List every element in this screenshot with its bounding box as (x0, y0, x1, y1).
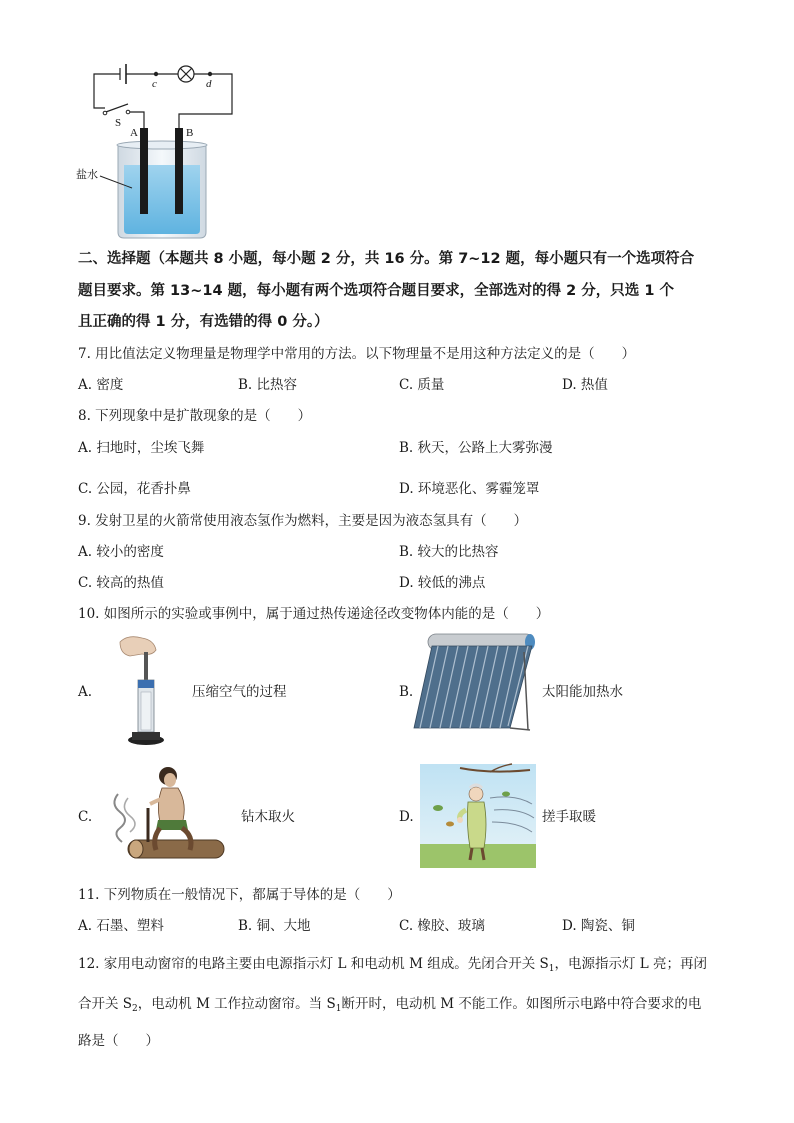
solar-water-heater-image (414, 632, 538, 732)
q10-option-a-letter: A. (78, 684, 93, 700)
q10-option-c-letter: C. (78, 809, 93, 825)
q12-stem-line-3: 路是（ ） (78, 1033, 159, 1049)
q9-option-a: A. 较小的密度 (78, 544, 164, 560)
rubbing-hands-warmth-image (420, 764, 536, 868)
q7-option-c: C. 质量 (399, 377, 445, 393)
q12-stem-line-1 (78, 956, 707, 975)
drilling-wood-fire-image (108, 764, 228, 864)
label-electrode-a: A (130, 127, 138, 139)
q12-stem-line-2 (78, 996, 701, 1015)
q9-option-b: B. 较大的比热容 (399, 544, 499, 560)
label-d: d (206, 78, 212, 90)
q8-option-d: D. 环境恶化、雾霾笼罩 (399, 481, 540, 497)
q7-option-b: B. 比热容 (238, 377, 298, 393)
q11-option-a: A. 石墨、塑料 (78, 918, 164, 934)
q9-option-d: D. 较低的沸点 (399, 575, 486, 591)
q12-line2-part-c: 断开时，电动机 M 不能工作。如图所示电路中符合要求的电 (341, 996, 702, 1012)
q10-option-b-caption: 太阳能加热水 (542, 684, 623, 700)
q10-option-c-caption: 钻木取火 (241, 809, 295, 825)
q12-line1-part-a: 12. 家用电动窗帘的电路主要由电源指示灯 L 和电动机 M 组成。先闭合开关 S (78, 956, 549, 972)
q9-stem: 9. 发射卫星的火箭常使用液态氢作为燃料，主要是因为液态氢具有（ ） (78, 513, 528, 529)
q12-line2-part-b: ，电动机 M 工作拉动窗帘。当 S (137, 996, 336, 1012)
q7-stem: 7. 用比值法定义物理量是物理学中常用的方法。以下物理量不是用这种方法定义的是（ ） (78, 346, 636, 362)
q12-line1-sub: 1 (548, 964, 555, 974)
q7-option-a: A. 密度 (78, 377, 124, 393)
q10-option-d-caption: 搓手取暖 (542, 809, 596, 825)
label-c: c (152, 78, 157, 90)
q11-option-d: D. 陶瓷、铜 (562, 918, 635, 934)
section-heading-line-2: 题目要求。第 13~14 题，每小题有两个选项符合题目要求，全部选对的得 2 分，只选 1 个 (78, 283, 674, 299)
label-brine: 盐水 (76, 168, 98, 181)
label-electrode-b: B (186, 127, 194, 139)
q9-option-c: C. 较高的热值 (78, 575, 164, 591)
air-compression-image (108, 632, 188, 752)
q10-stem: 10. 如图所示的实验或事例中，属于通过热传递途径改变物体内能的是（ ） (78, 606, 550, 622)
q12-line2-sub: 2 (132, 1004, 138, 1014)
q10-option-d-letter: D. (399, 809, 414, 825)
q11-stem: 11. 下列物质在一般情况下，都属于导体的是（ ） (78, 887, 401, 903)
q12-line2-sub-2: 1 (335, 1004, 342, 1014)
q8-option-c: C. 公园，花香扑鼻 (78, 481, 191, 497)
q10-option-a-caption: 压缩空气的过程 (192, 684, 287, 700)
q11-option-c: C. 橡胶、玻璃 (399, 918, 485, 934)
q10-option-b-letter: B. (399, 684, 414, 700)
section-heading-line-3: 且正确的得 1 分，有选错的得 0 分。） (78, 314, 329, 330)
q7-option-d: D. 热值 (562, 377, 608, 393)
q8-stem: 8. 下列现象中是扩散现象的是（ ） (78, 408, 312, 424)
q11-option-b: B. 铜、大地 (238, 918, 311, 934)
q8-option-a: A. 扫地时，尘埃飞舞 (78, 440, 205, 456)
q12-line2-part-a: 合开关 S (78, 996, 133, 1012)
q8-option-b: B. 秋天，公路上大雾弥漫 (399, 440, 553, 456)
section-heading-line-1: 二、选择题（本题共 8 小题，每小题 2 分，共 16 分。第 7~12 题，每小题只有一个选项符合 (78, 251, 695, 267)
label-switch-s: S (115, 117, 122, 129)
q12-line1-part-b: ，电源指示灯 L 亮；再闭 (554, 956, 708, 972)
